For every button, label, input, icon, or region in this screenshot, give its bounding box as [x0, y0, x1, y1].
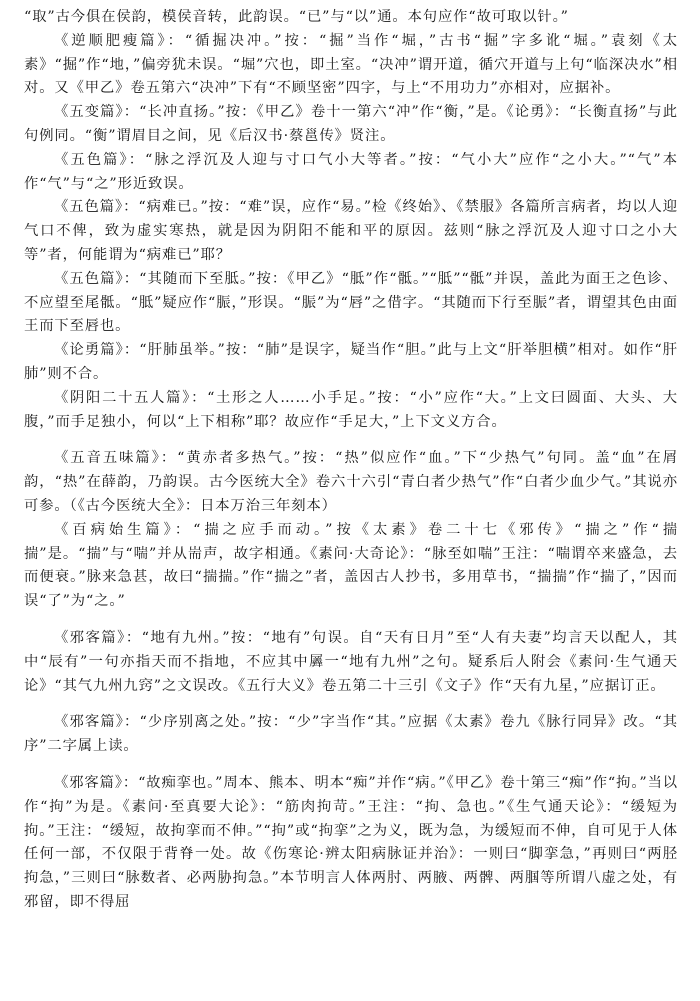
- paragraph-11: 《邪客篇》：“地有九州。”按：“地有”句误。自“天有日月”至“人有夫妻”均言天以配人，其中“辰有”一句亦指天而不指地，不应其中羼一“地有九州”之句。疑系后人附会《素问·生气通天论》“其气九州九窍”之文误改。《五行大义》卷五第二十三引《文子》作“天有九星，”应据订正。: [24, 629, 678, 694]
- paragraph-13: 《邪客篇》：“故痴挛也。”周本、熊本、明本“痴”并作“病。”《甲乙》卷十第三“痴”作“拘。”当以作“拘”为是。《素问·至真要大论》：“筋肉拘苛。”王注：“拘、急也。”《生气通天论》：“缓短为拘。”王注：“缓短，故拘挛而不伸。”“拘”或“拘挛”之为义，既为急，为缓短而不伸，自可见于人体任何一部，不仅限于背脊一处。故《伤寒论·辨太阳病脉证并治》：一则曰“脚挛急，”再则曰“两胫拘急，”三则曰“脉数者、必两胁拘急。”本节明言人体两肘、两腋、两髀、两腘等所谓八虚之处，有邪留，即不得屈: [24, 774, 678, 910]
- paragraph-2: 《逆顺肥瘦篇》：“循掘决冲。”按：“掘”当作“堀，”古书“掘”字多讹“堀。”袁刻《太素》“掘”作“地，”偏旁犹未误。“堀”穴也，即土室。“决冲”谓开道，循穴开道与上句“临深决水”相对。又《甲乙》卷五第六“决冲”下有“不顾坚密”四字，与上“不用功力”亦相对，应据补。: [24, 32, 678, 97]
- paragraph-3: 《五变篇》：“长冲直扬。”按：《甲乙》卷十一第六“冲”作“衡，”是。《论勇》：“长衡直扬”与此句例同。“衡”谓眉目之间，见《后汉书·蔡邕传》贤注。: [24, 104, 678, 144]
- paragraph-1: “取”古今俱在侯韵，模侯音转，此韵误。“已”与“以”通。本句应作“故可取以针。”: [24, 9, 569, 25]
- paragraph-5: 《五色篇》：“病难已。”按：“难”误，应作“易。”检《终始》、《禁服》各篇所言病者，均以人迎气口不俾，致为虚实寒热，就是因为阴阳不能和平的原因。兹则“脉之浮沉及人迎寸口之小大等”者，何能谓为“病难已”耶？: [24, 199, 678, 263]
- paragraph-8: 《阴阳二十五人篇》：“土形之人……小手足。”按：“小”应作“大。”上文曰圆面、大头、大腹，”而手足独小，何以“上下相称”耶？故应作“手足大，”上下文义方合。: [24, 389, 678, 430]
- paragraph-10: 《百病始生篇》：“揣之应手而动。”按《太素》卷二十七《邪传》“揣之”作“揣揣”是。“揣”与“喘”并从耑声，故字相通。《素问·大奇论》：“脉至如喘”王注：“喘谓卒来盛急，去而便衰。”脉来急甚，故曰“揣揣。”作“揣之”者，盖因古人抄书，多用草书，“揣揣”作“揣了，”因而误“了”为“之。”: [24, 521, 678, 610]
- paragraph-7: 《论勇篇》：“肝肺虽举。”按：“肺”是误字，疑当作“胆。”此与上文“肝举胆横”相对。如作“肝肺”则不合。: [24, 342, 678, 382]
- paragraph-4: 《五色篇》：“脉之浮沉及人迎与寸口气小大等者。”按：“气小大”应作“之小大。”“气”本作“气”与“之”形近致误。: [24, 151, 678, 192]
- paragraph-12: 《邪客篇》：“少序别离之处。”按：“少”字当作“其。”应据《太素》卷九《脉行同异》改。“其序”二字属上读。: [24, 714, 678, 755]
- paragraph-9: 《五音五味篇》：“黄赤者多热气。”按：“热”似应作“血。”下“少热气”句同。盖“血”在屑韵，“热”在薛韵，乃韵误。古今医统大全》卷六十六引“青白者少热气”作“白者少血少气。”其说亦可参。（《古今医统大全》：日本万治三年刻本）: [24, 450, 678, 514]
- paragraph-6: 《五色篇》：“其随而下至胝。”按：《甲乙》“胝”作“骶。”“胝”“骶”并误，盖此为面王之色诊、不应望至尾骶。“胝”疑应作“脤，”形误。“脤”为“唇”之借字。“其随而下行至脤”者，谓望其色由面王而下至唇也。: [24, 270, 678, 335]
